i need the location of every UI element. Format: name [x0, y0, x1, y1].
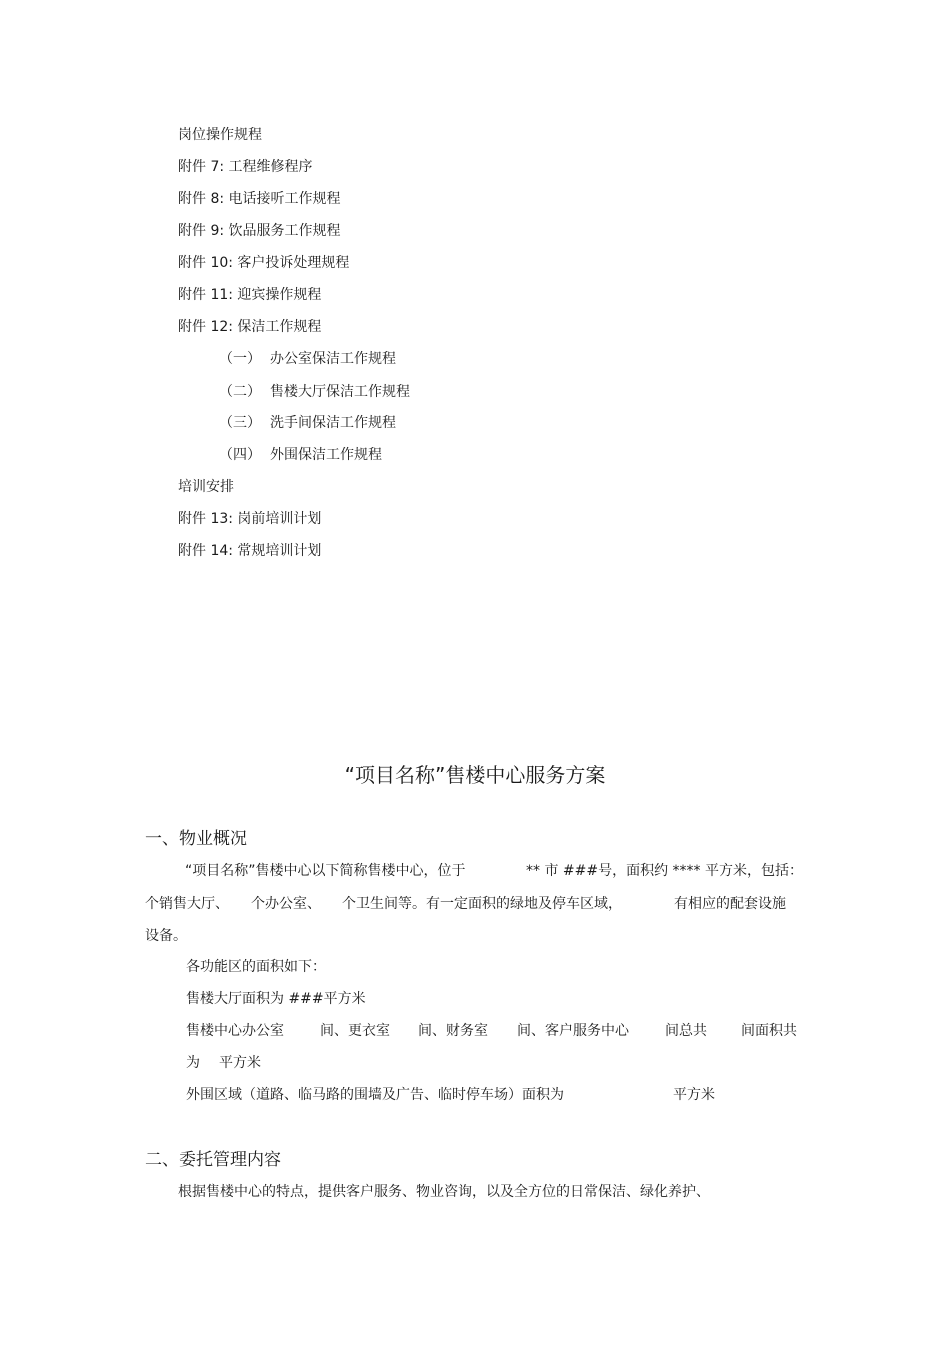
toc-entry-10: 附件 10: 客户投诉处理规程: [178, 255, 350, 271]
section-heading-property-overview: 一、物业概况: [145, 829, 247, 849]
area-office-text: 间面积共: [741, 1023, 797, 1039]
toc-entry-8: 附件 8: 电话接听工作规程: [178, 191, 341, 207]
area-office-text: 平方米: [219, 1055, 261, 1071]
toc-entry-12: 附件 12: 保洁工作规程: [178, 319, 322, 335]
paragraph-text: 设备。: [145, 928, 187, 944]
toc-subitem-number: （三）: [219, 415, 261, 431]
toc-heading-post-procedures: 岗位操作规程: [178, 127, 262, 143]
toc-subitem-number: （四）: [219, 447, 261, 463]
area-outer-text: 平方米: [673, 1087, 715, 1103]
area-hall: 售楼大厅面积为 ###平方米: [186, 991, 366, 1007]
paragraph-text: ** 市 ###号，面积约 **** 平方米，包括：: [526, 863, 803, 879]
area-office-text: 间、客户服务中心: [517, 1023, 629, 1039]
paragraph-text: 有相应的配套设施: [674, 896, 786, 912]
paragraph-text: 个卫生间等。有一定面积的绿地及停车区域，: [342, 896, 622, 912]
area-office-text: 间总共: [665, 1023, 707, 1039]
toc-subitem-text: 外围保洁工作规程: [270, 447, 382, 463]
section-heading-entrusted-management: 二、委托管理内容: [145, 1150, 281, 1170]
toc-subitem-text: 洗手间保洁工作规程: [270, 415, 396, 431]
paragraph-text: 个办公室、: [251, 896, 321, 912]
area-office-text: 为: [186, 1055, 200, 1071]
toc-subitem-number: （一）: [219, 351, 261, 367]
toc-subitem-text: 办公室保洁工作规程: [270, 351, 396, 367]
toc-entry-14: 附件 14: 常规培训计划: [178, 543, 322, 559]
toc-subitem-number: （二）: [219, 384, 261, 400]
toc-entry-13: 附件 13: 岗前培训计划: [178, 511, 322, 527]
toc-entry-7: 附件 7: 工程维修程序: [178, 159, 313, 175]
area-office-text: 间、财务室: [418, 1023, 488, 1039]
area-outer-text: 外围区域（道路、临马路的围墙及广告、临时停车场）面积为: [186, 1087, 564, 1103]
paragraph-text: 根据售楼中心的特点，提供客户服务、物业咨询，以及全方位的日常保洁、绿化养护、: [178, 1184, 710, 1200]
toc-entry-11: 附件 11: 迎宾操作规程: [178, 287, 322, 303]
area-intro: 各功能区的面积如下：: [186, 959, 326, 975]
toc-entry-9: 附件 9: 饮品服务工作规程: [178, 223, 341, 239]
toc-heading-training: 培训安排: [178, 479, 234, 495]
paragraph-text: “项目名称”售楼中心以下简称售楼中心，位于: [185, 863, 466, 879]
area-office-text: 间、更衣室: [320, 1023, 390, 1039]
document-title: “项目名称”售楼中心服务方案: [344, 763, 606, 787]
paragraph-text: 个销售大厅、: [145, 896, 229, 912]
toc-subitem-text: 售楼大厅保洁工作规程: [270, 384, 410, 400]
area-office-text: 售楼中心办公室: [186, 1023, 284, 1039]
